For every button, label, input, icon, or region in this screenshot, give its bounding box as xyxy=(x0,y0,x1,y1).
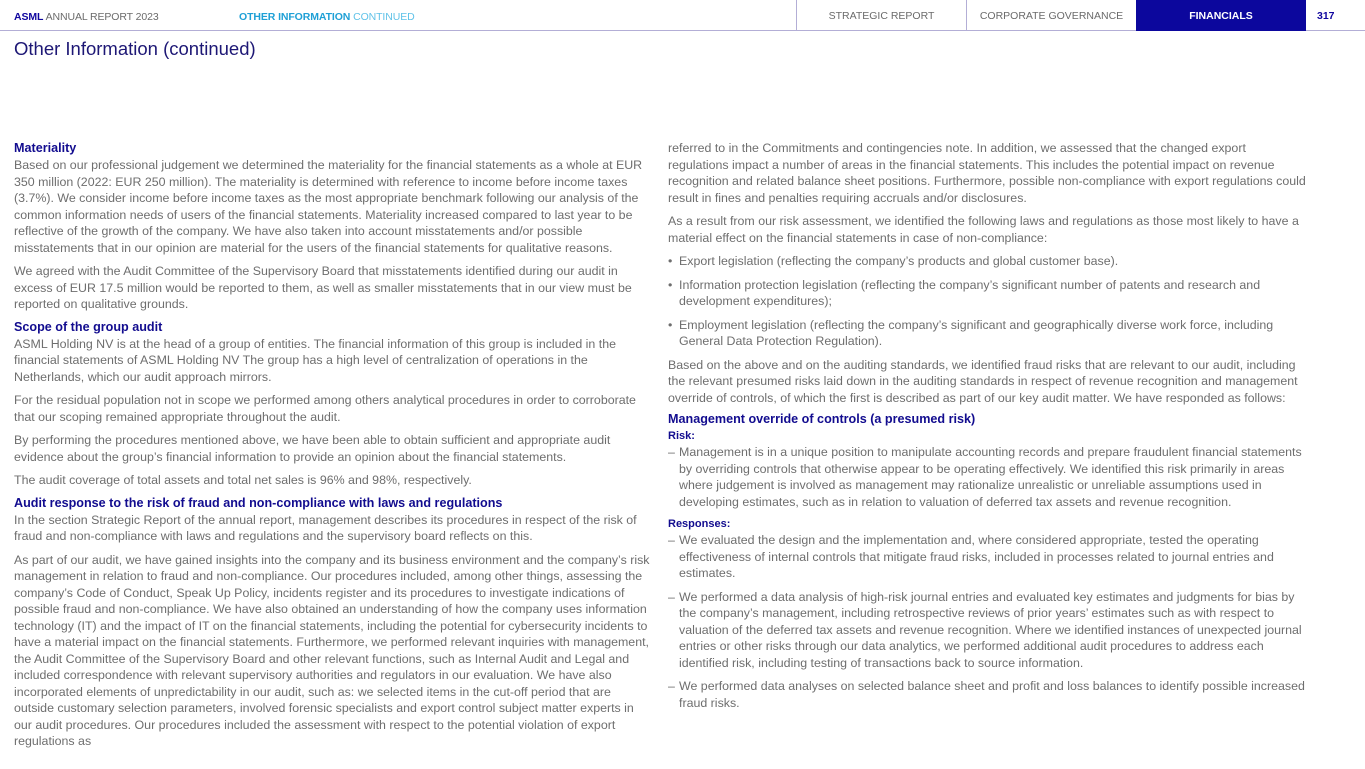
list-item: • Export legislation (reflecting the company’s products and global customer base). xyxy=(668,253,1308,270)
fraud-paragraph: As part of our audit, we have gained insights into the company and its business environment and the company’s risk management in relation to fraud and non-compliance. Our procedures included, among other things, assessing the company’s Code of Conduct, Speak Up Policy, incidents register and its procedures to investigate indications of possible fraud and non-compliance. We have also obtained an understanding of how the company uses information technology (IT) and the impact of IT on the financial statements, including the potential for cybersecurity incidents to have a material impact on the financial statements. Furthermore, we performed relevant inquiries with management, the Audit Committee of the Supervisory Board and other relevant functions, such as Internal Audit and Legal and included correspondence with relevant supervisory authorities and regulators in our evaluation. We have also incorporated elements of unpredictability in our audit, such as: we selected items in the cut-off period that are outside customary selection parameters, involved forensic specialists and export control subject matter experts in our audit procedures. Our procedures included the assessment with respect to the potential violation of export regulations as xyxy=(14,552,650,748)
brand-report-title: ANNUAL REPORT 2023 xyxy=(43,11,159,23)
fraud-section xyxy=(14,495,654,750)
right-column xyxy=(668,140,1308,718)
list-item: • Information protection legislation (reflecting the company’s significant number of patents and research and development expenditures); xyxy=(668,277,1308,310)
materiality-paragraph: We agreed with the Audit Committee of the Supervisory Board that misstatements identified during our audit in excess of EUR 17.5 million would be reported to them, as well as smaller misstatements that in our view must be reported on qualitative grounds. xyxy=(14,264,632,311)
tab-financials[interactable]: FINANCIALS xyxy=(1136,0,1306,31)
list-item: • Employment legislation (reflecting the company’s significant and geographically diverse work force, including General Data Protection Regulation). xyxy=(668,317,1308,350)
page-number: 317 xyxy=(1317,9,1335,22)
report-section-tabs xyxy=(796,0,1365,31)
management-override-section xyxy=(668,411,1308,711)
scope-paragraph: The audit coverage of total assets and total net sales is 96% and 98%, respectively. xyxy=(14,473,472,487)
list-item: – Management is in a unique position to manipulate accounting records and prepare fraudulent financial statements by overriding controls that otherwise appear to be operating effectively. We identified this risk primarily in areas where judgement is involved as management may rationalize unrealistic or unreliable assumptions used in developing estimates, such as in relation to valuation of deferred tax assets and revenue recognition. xyxy=(668,444,1308,510)
scope-section xyxy=(14,319,654,489)
list-item: – We evaluated the design and the implementation and, where considered appropriate, tested the operating effectiveness of internal controls that mitigate fraud risks, included in processes related to journal entries and estimates. xyxy=(668,532,1308,582)
fraud-heading: Audit response to the risk of fraud and non-compliance with laws and regulations xyxy=(14,495,503,510)
materiality-heading: Materiality xyxy=(14,141,77,155)
tab-strategic-report[interactable]: STRATEGIC REPORT xyxy=(796,0,966,31)
risk-list xyxy=(668,444,1308,510)
risk-assessment-paragraph: As a result from our risk assessment, we identified the following laws and regulations as those most likely to have a material effect on the financial statements in case of non-compliance: xyxy=(668,214,1299,245)
section-breadcrumb[interactable] xyxy=(239,11,415,23)
risk-label: Risk: xyxy=(668,430,695,442)
scope-paragraph: ASML Holding NV is at the head of a group of entities. The financial information of this group is included in the financial statements of ASML Holding NV The group has a high level of centralization of operations in the Netherlands, which our audit approach mirrors. xyxy=(14,336,616,384)
scope-heading: Scope of the group audit xyxy=(14,319,163,334)
list-item: – We performed data analyses on selected balance sheet and profit and loss balances to identify possible increased fraud risks. xyxy=(668,678,1308,711)
left-column xyxy=(14,140,654,750)
top-navigation-bar xyxy=(0,0,1365,31)
materiality-paragraph: Based on our professional judgement we determined the materiality for the financial statements as a whole at EUR 350 million (2022: EUR 250 million). The materiality is determined with reference to income before income taxes (3.7%). We consider income before income taxes as the most appropriate benchmark following our analysis of the common information needs of users of the financial statements. Materiality increased compared to last year to be reflective of the growth of the company. We have also taken into account misstatements and/or possible misstatements that in our opinion are material for the users of the financial statements for qualitative reasons. xyxy=(14,158,643,255)
tab-corporate-governance[interactable]: CORPORATE GOVERNANCE xyxy=(966,0,1136,31)
responses-list xyxy=(668,532,1308,711)
fraud-risks-paragraph: Based on the above and on the auditing standards, we identified fraud risks that are relevant to our audit, including the relevant presumed risks laid down in the auditing standards in respect of revenue recognition and management override of controls, of which the first is described as part of our key audit matter. We have responded as follows: xyxy=(668,357,1298,405)
export-regulations-paragraph: referred to in the Commitments and contingencies note. In addition, we assessed that the changed export regulations impact a number of areas in the financial statements. This includes the potential impact on revenue recognition and related balance sheet positions. Furthermore, possible non-compliance with export regulations could result in fines and penalties requiring accruals and/or disclosures. xyxy=(668,141,1306,205)
management-override-heading: Management override of controls (a presumed risk) xyxy=(668,412,976,426)
section-continued: CONTINUED xyxy=(350,11,415,23)
scope-paragraph: For the residual population not in scope we performed among others analytical procedures in order to corroborate that our scoping remained appropriate throughout the audit. xyxy=(14,393,636,424)
brand-name: ASML xyxy=(14,11,44,23)
list-item: – We performed a data analysis of high-risk journal entries and evaluated key estimates and judgments for bias by the company’s management, including retrospective reviews of prior years’ estimates such as with respect to valuation of the deferred tax assets and revenue recognition. Where we identified instances of unexpected journal entries or other risks through our data analytics, we performed additional audit procedures to address each identified risk, including testing of transactions back to source information. xyxy=(668,589,1308,672)
laws-regulations-list xyxy=(668,253,1308,350)
scope-paragraph: By performing the procedures mentioned above, we have been able to obtain sufficient and appropriate audit evidence about the group’s financial information to provide an opinion about the financial statements. xyxy=(14,433,611,464)
materiality-section xyxy=(14,140,654,313)
page-title: Other Information (continued) xyxy=(14,38,256,59)
fraud-paragraph: In the section Strategic Report of the annual report, management describes its procedures in respect of the risk of fraud and non-compliance with laws and regulations and the supervisory board reflects on this. xyxy=(14,512,637,543)
report-brand xyxy=(14,11,159,23)
section-name: OTHER INFORMATION xyxy=(239,11,351,23)
responses-label: Responses: xyxy=(668,518,731,530)
